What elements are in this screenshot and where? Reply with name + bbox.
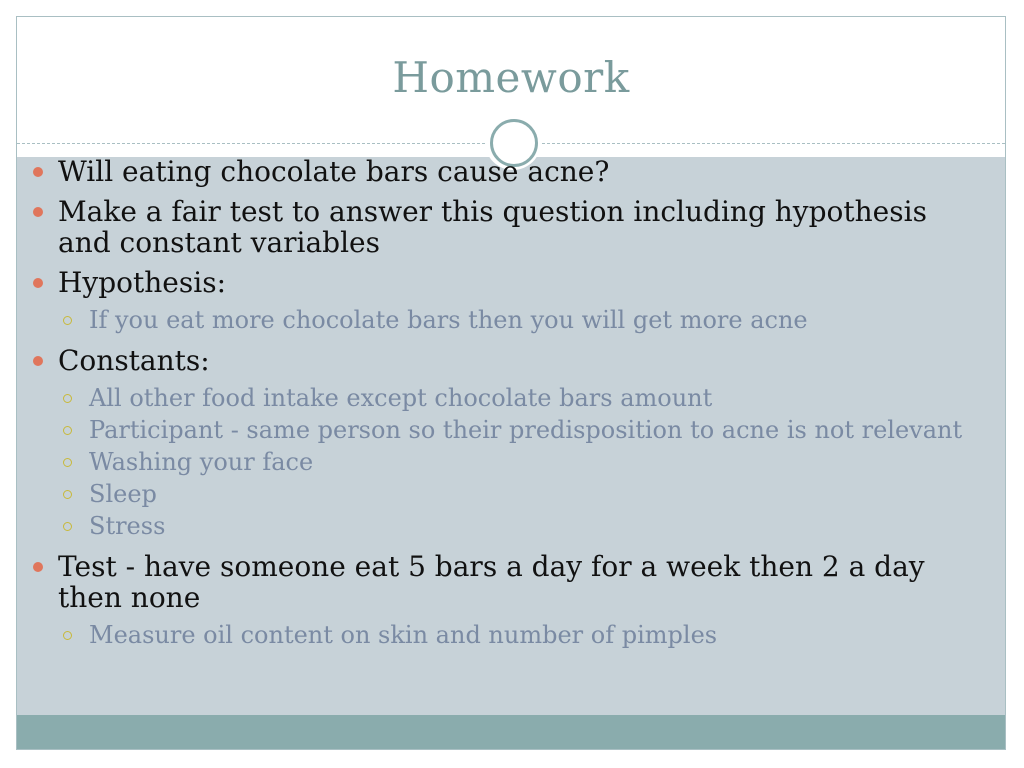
sub-bullet-list bbox=[58, 619, 984, 651]
bullet-item bbox=[0, 551, 1024, 651]
sub-bullet-text: Washing your face bbox=[89, 448, 314, 476]
bullet-dot-icon bbox=[33, 562, 43, 572]
bullet-text: Make a fair test to answer this question including hypothesis and constant variables bbox=[58, 195, 927, 259]
bullet-dot-icon bbox=[33, 167, 43, 177]
sub-bullet-list bbox=[58, 304, 984, 336]
sub-bullet-text: Sleep bbox=[89, 480, 157, 508]
bullet-item bbox=[0, 267, 1024, 336]
sub-bullet-ring-icon bbox=[63, 490, 72, 499]
sub-bullet-item bbox=[58, 510, 984, 542]
bullet-text: Test - have someone eat 5 bars a day for a week then 2 a day then none bbox=[58, 550, 925, 614]
sub-bullet-ring-icon bbox=[63, 426, 72, 435]
sub-bullet-ring-icon bbox=[63, 522, 72, 531]
sub-bullet-item bbox=[58, 414, 984, 446]
footer-band bbox=[17, 715, 1005, 749]
sub-bullet-ring-icon bbox=[63, 394, 72, 403]
sub-bullet-item bbox=[58, 382, 984, 414]
sub-bullet-item bbox=[58, 446, 984, 478]
sub-bullet-text: All other food intake except chocolate bars amount bbox=[89, 384, 713, 412]
slide-title: Homework bbox=[392, 53, 630, 102]
bullet-dot-icon bbox=[33, 278, 43, 288]
sub-bullet-item bbox=[58, 619, 984, 651]
bullet-text: Will eating chocolate bars cause acne? bbox=[58, 155, 610, 188]
sub-bullet-text: Measure oil content on skin and number of pimples bbox=[89, 621, 718, 649]
sub-bullet-item bbox=[58, 478, 984, 510]
bullet-text: Hypothesis: bbox=[58, 266, 226, 299]
bullet-dot-icon bbox=[33, 207, 43, 217]
sub-bullet-ring-icon bbox=[63, 458, 72, 467]
bullet-item bbox=[0, 196, 1024, 258]
bullet-item bbox=[0, 345, 1024, 542]
sub-bullet-list bbox=[58, 382, 984, 542]
sub-bullet-item bbox=[58, 304, 984, 336]
bullet-list bbox=[0, 156, 1024, 660]
sub-bullet-text: If you eat more chocolate bars then you will get more acne bbox=[89, 306, 808, 334]
sub-bullet-ring-icon bbox=[63, 631, 72, 640]
sub-bullet-ring-icon bbox=[63, 316, 72, 325]
bullet-text: Constants: bbox=[58, 344, 210, 377]
sub-bullet-text: Stress bbox=[89, 512, 166, 540]
sub-bullet-text: Participant - same person so their predisposition to acne is not relevant bbox=[89, 416, 963, 444]
bullet-item bbox=[0, 156, 1024, 187]
bullet-dot-icon bbox=[33, 356, 43, 366]
